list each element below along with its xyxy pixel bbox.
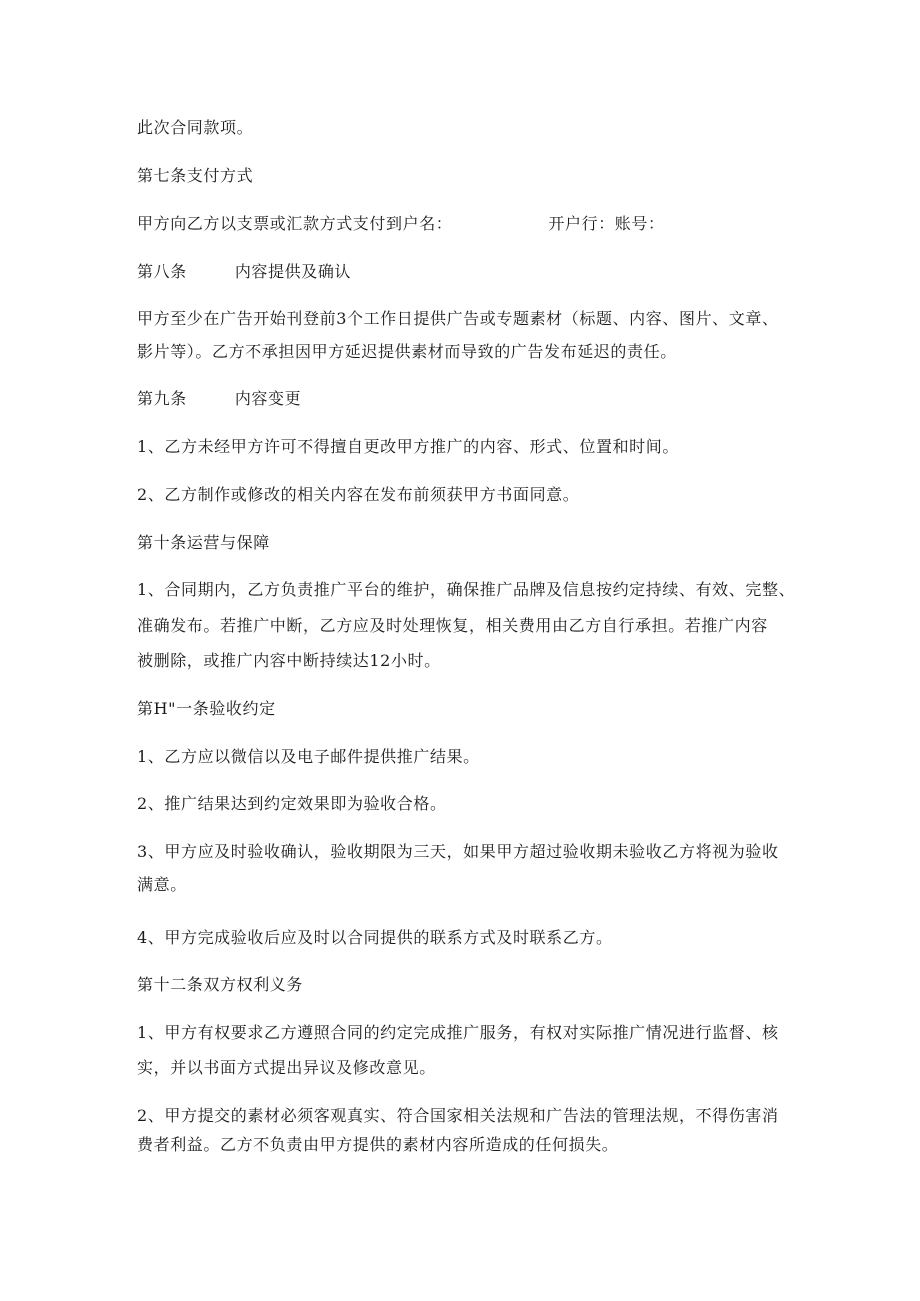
payment-account-line (137, 215, 797, 233)
article-12-heading: 第十二条双方权利义务 (137, 975, 304, 994)
paragraph-line: 被删除，或推广内容中断持续达12小时。 (137, 651, 441, 670)
paragraph-line: 2、推广结果达到约定效果即为验收合格。 (137, 794, 447, 813)
paragraph-line: 甲方至少在广告开始刊登前3个工作日提供广告或专题素材（标题、内容、图片、文章、 (137, 309, 779, 328)
article-title: 内容提供及确认 (234, 262, 352, 281)
article-7-heading: 第七条支付方式 (137, 166, 254, 185)
article-10-heading: 第十条运营与保障 (137, 533, 270, 552)
bank-account-label: 开户行：账号： (548, 214, 665, 233)
paragraph-line: 影片等）。乙方不承担因甲方延迟提供素材而导致的广告发布延迟的责任。 (137, 342, 677, 361)
paragraph-line: 1、乙方未经甲方许可不得擅自更改甲方推广的内容、形式、位置和时间。 (137, 437, 679, 456)
paragraph-line: 2、甲方提交的素材必须客观真实、符合国家相关法规和广告法的管理法规，不得伤害消 (137, 1106, 779, 1125)
paragraph-line: 准确发布。若推广中断，乙方应及时处理恢复，相关费用由乙方自行承担。若推广内容 (137, 616, 768, 635)
payment-account-label: 甲方向乙方以支票或汇款方式支付到户名： (137, 214, 453, 233)
paragraph-line: 此次合同款项。 (137, 118, 254, 137)
paragraph-line: 1、乙方应以微信以及电子邮件提供推广结果。 (137, 747, 480, 766)
paragraph-line: 1、甲方有权要求乙方遵照合同的约定完成推广服务，有权对实际推广情况进行监督、核 (137, 1023, 779, 1042)
article-title: 内容变更 (234, 389, 302, 408)
paragraph-line: 实，并以书面方式提出异议及修改意见。 (137, 1058, 436, 1077)
paragraph-line: 费者利益。乙方不负责由甲方提供的素材内容所造成的任何损失。 (137, 1135, 619, 1154)
article-8-heading (137, 263, 797, 281)
paragraph-line: 2、乙方制作或修改的相关内容在发布前须获甲方书面同意。 (137, 485, 580, 504)
article-number: 第九条 (137, 389, 187, 408)
paragraph-line: 1、合同期内，乙方负责推广平台的维护，确保推广品牌及信息按约定持续、有效、完整、 (137, 580, 796, 599)
article-9-heading (137, 390, 797, 408)
article-11-heading: 第H"一条验收约定 (137, 699, 276, 718)
paragraph-line: 4、甲方完成验收后应及时以合同提供的联系方式及时联系乙方。 (137, 928, 613, 947)
paragraph-line: 满意。 (137, 875, 187, 894)
article-number: 第八条 (137, 262, 187, 281)
paragraph-line: 3、甲方应及时验收确认，验收期限为三天，如果甲方超过验收期未验收乙方将视为验收 (137, 842, 779, 861)
